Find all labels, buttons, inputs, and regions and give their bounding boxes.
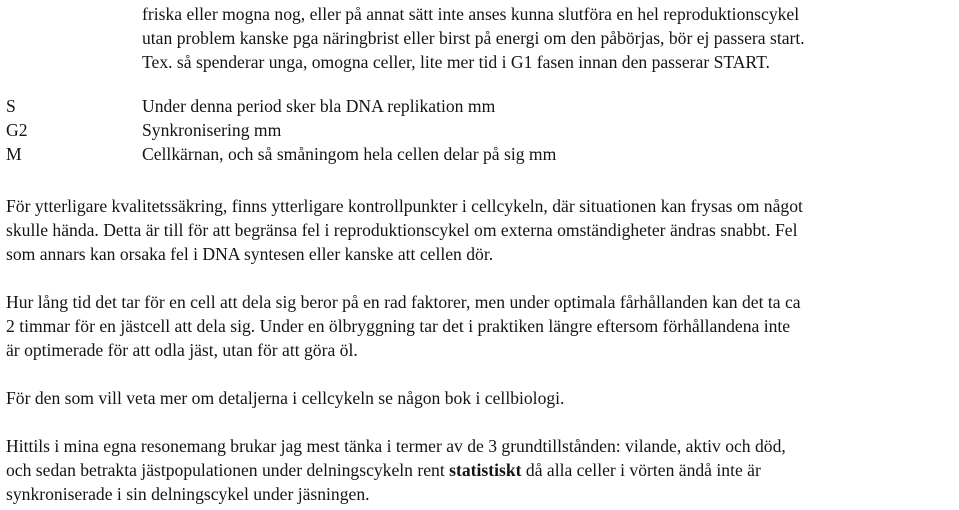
phase-description: Synkronisering mm [142,120,282,140]
bold-term: statistiskt [449,460,522,480]
paragraph-line: Hur lång tid det tar för en cell att dela sig beror på en rad faktorer, men under optimala fårhållanden kan det ta ca [6,292,801,312]
paragraph-line: För ytterligare kvalitetssäkring, finns ytterligare kontrollpunkter i cellcykeln, där situationen kan frysas om något [6,196,803,216]
text-segment: och sedan betrakta jästpopulationen under delningscykeln rent [6,460,445,480]
intro-line-3: Tex. så spenderar unga, omogna celler, lite mer tid i G1 fasen innan den passerar START. [142,52,770,72]
phase-list [6,94,906,166]
phase-description: Under denna period sker bla DNA replikation mm [142,96,496,116]
paragraph-line: Hittils i mina egna resonemang brukar jag mest tänka i termer av de 3 grundtillstånden: vilande, aktiv och död, [6,436,786,456]
phase-label: G2 [6,120,28,140]
checkpoint-paragraph [6,194,956,266]
intro-line-1: friska eller mogna nog, eller på annat sätt inte anses kunna slutföra en hel reproduktionscykel [142,4,800,24]
paragraph-line: är optimerade för att odla jäst, utan för att göra öl. [6,340,358,360]
division-time-paragraph [6,290,956,362]
paragraph-line: som annars kan orsaka fel i DNA syntesen eller kanske att cellen dör. [6,244,494,264]
phase-row-s [6,94,906,118]
intro-line-2: utan problem kanske pga näringbrist eller birst på energi om den påbörjas, bör ej passera start. [142,28,805,48]
phase-description: Cellkärnan, och så småningom hela cellen delar på sig mm [142,144,557,164]
intro-paragraph [142,2,952,74]
paragraph-line: synkroniserade i sin delningscykel under jäsningen. [6,484,370,504]
text-segment: då alla celler i vörten ändå inte är [525,460,761,480]
paragraph-line: För den som vill veta mer om detaljerna i cellcykeln se någon bok i cellbiologi. [6,388,565,408]
phase-row-g2 [6,118,906,142]
paragraph-line: 2 timmar för en jästcell att dela sig. Under en ölbryggning tar det i praktiken längre eftersom förhållandena inte [6,316,791,336]
paragraph-line: skulle hända. Detta är till för att begränsa fel i reproduktionscykel om externa omständigheter ändras snabbt. Fel [6,220,798,240]
further-reading-paragraph [6,386,956,410]
phase-row-m [6,142,906,166]
phase-label: S [6,96,16,116]
paragraph-line-mixed [6,458,956,482]
reasoning-paragraph [6,434,956,506]
phase-label: M [6,144,22,164]
